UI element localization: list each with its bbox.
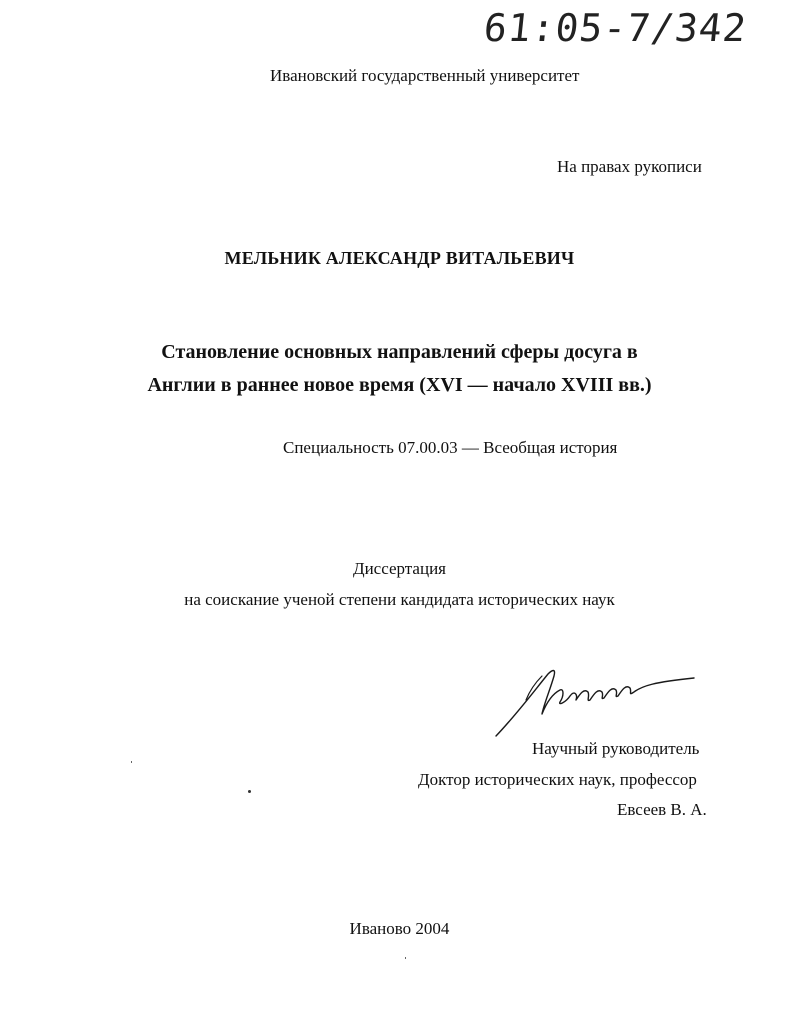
supervisor-credentials: Доктор исторических наук, профессор [418,770,697,789]
scan-speck [405,957,406,959]
degree-line: на соискание ученой степени кандидата исторических наук [184,590,615,609]
dissertation-type: Диссертация [352,559,446,578]
supervisor-role: Научный руководитель [532,739,700,758]
scan-speck [248,790,251,793]
thesis-title-line-1: Становление основных направлений сферы досуга в [161,341,638,363]
scan-speck [131,761,132,763]
archive-code-handwritten: 61:05-7/342 [481,6,749,50]
place-and-year: Иваново 2004 [349,919,450,938]
supervisor-name: Евсеев В. А. [617,800,707,819]
specialty-line: Специальность 07.00.03 — Всеобщая история [283,438,618,457]
university-name: Ивановский государственный университет [270,66,580,85]
author-name: МЕЛЬНИК АЛЕКСАНДР ВИТАЛЬЕВИЧ [224,248,575,268]
rights-note: На правах рукописи [557,157,702,176]
handwritten-signature [486,660,698,740]
thesis-title-line-2: Англии в раннее новое время (XVI — начало XVIII вв.) [147,374,652,396]
